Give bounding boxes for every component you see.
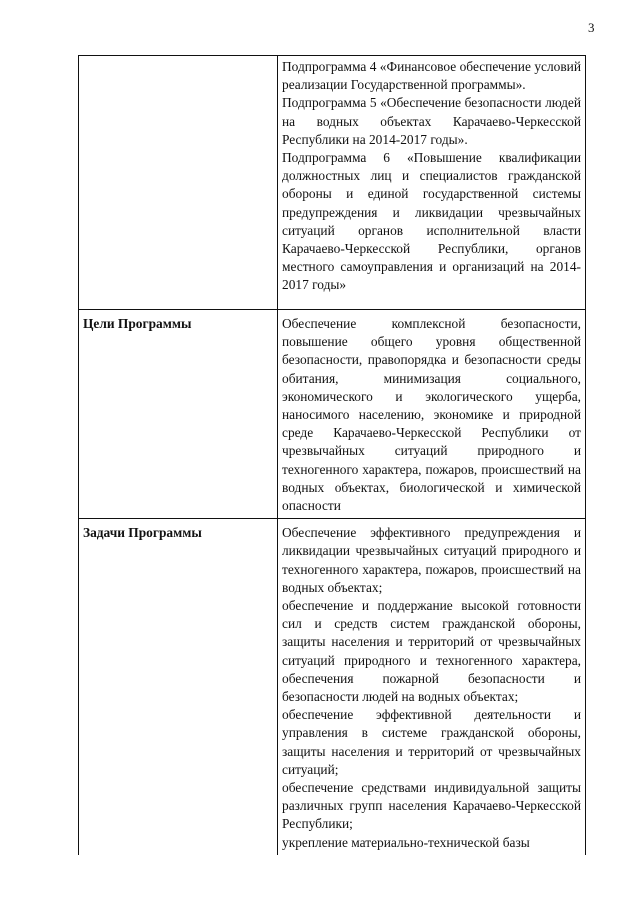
row-content	[278, 310, 586, 519]
row-label: Цели Программы	[79, 310, 278, 519]
table-row	[79, 310, 586, 519]
table-row	[79, 519, 586, 855]
paragraph: обеспечение средствами индивидуальной защиты различных групп населения Карачаево-Черкесской Республики;	[282, 780, 581, 832]
row-label	[79, 56, 278, 310]
paragraph: Подпрограмма 4 «Финансовое обеспечение условий реализации Государственной программы».	[282, 59, 581, 93]
paragraph: Обеспечение комплексной безопасности, повышение общего уровня общественной безопасности, правопорядка и безопасности среды обитания, минимизация социального, экономического и экологического ущерба, наносимого населению, экономике и природной среде Карачаево-Черкесской Республики от чрезвычайных ситуаций природного и техногенного характера, пожаров, происшествий на водных объектах, биологической и химической опасности	[282, 316, 581, 514]
paragraph: обеспечение эффективной деятельности и управления в системе гражданской обороны, защиты населения и территорий от чрезвычайных ситуаций;	[282, 707, 581, 777]
row-label: Задачи Программы	[79, 519, 278, 855]
row-content	[278, 56, 586, 310]
paragraph: Подпрограмма 6 «Повышение квалификации должностных лиц и специалистов гражданской обороны и единой государственной системы предупреждения и ликвидации чрезвычайных ситуаций органов исполнительной власти Карачаево-Черкесской Республики, органов местного самоуправления и организаций на 2014-2017 годы»	[282, 150, 581, 293]
paragraph: укрепление материально-технической базы	[282, 834, 530, 850]
paragraph: Обеспечение эффективного предупреждения и ликвидации чрезвычайных ситуаций природного и техногенного характера, пожаров, происшествий на водных объектах;	[282, 525, 581, 595]
paragraph: обеспечение и поддержание высокой готовности сил и средств систем гражданской обороны, защиты населения и территорий от чрезвычайных ситуаций природного и техногенного характера, обеспечения пожарной безопасности и безопасности людей на водных объектах;	[282, 598, 581, 705]
row-content	[278, 519, 586, 855]
table-row	[79, 56, 586, 310]
paragraph: Подпрограмма 5 «Обеспечение безопасности людей на водных объектах Карачаево-Черкесской Республики на 2014-2017 годы».	[282, 95, 581, 147]
page-number: 3	[588, 20, 595, 35]
program-passport-table	[78, 55, 586, 855]
